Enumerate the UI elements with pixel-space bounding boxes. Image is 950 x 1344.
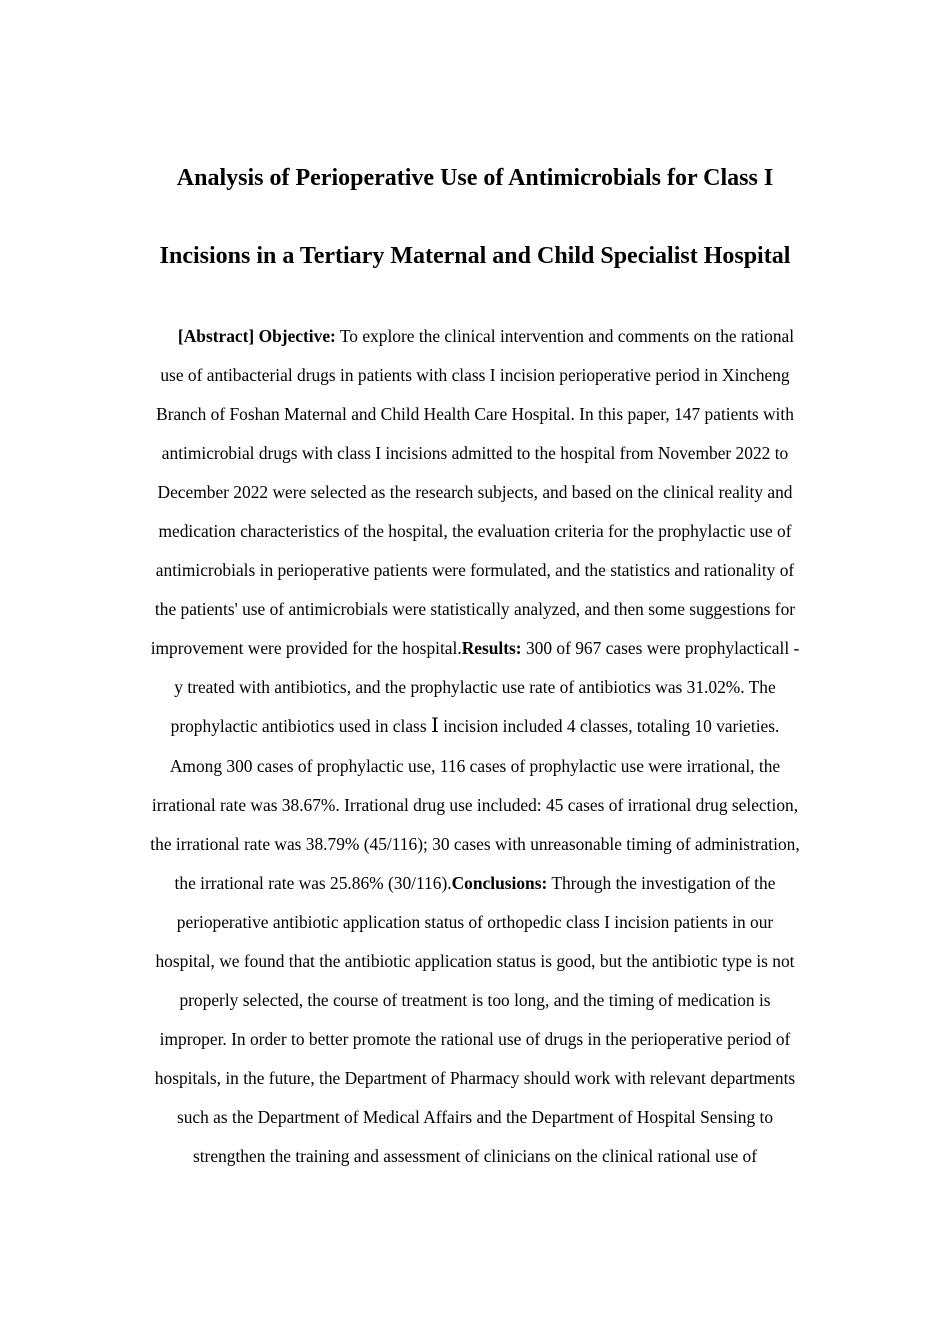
- abstract-line: such as the Department of Medical Affairs and the Department of Hospital Sensing to: [176, 1106, 774, 1127]
- abstract-line: hospital, we found that the antibiotic application status is good, but the antibiotic type is not: [155, 950, 795, 971]
- abstract-line: irrational rate was 38.67%. Irrational drug use included: 45 cases of irrational drug selection,: [151, 794, 799, 815]
- abstract-line: improper. In order to better promote the rational use of drugs in the perioperative period of: [159, 1028, 791, 1049]
- objective-label: Objective:: [258, 326, 336, 346]
- abstract-line: the irrational rate was 38.79% (45/116); 30 cases with unreasonable timing of administration,: [150, 833, 800, 854]
- conclusions-label: Conclusions:: [451, 872, 548, 893]
- paper-title-line-2: Incisions in a Tertiary Maternal and Child Specialist Hospital: [159, 243, 791, 269]
- abstract-line: medication characteristics of the hospital, the evaluation criteria for the prophylactic use of: [158, 521, 792, 542]
- abstract-text: To explore the clinical intervention and comments on the rational: [339, 326, 795, 346]
- abstract-line: [110, 323, 840, 362]
- abstract-text: Through the investigation of the: [551, 872, 776, 893]
- abstract-line: properly selected, the course of treatment is too long, and the timing of medication is: [179, 989, 771, 1010]
- abstract-text: incision included 4 classes, totaling 10 varieties.: [443, 716, 780, 737]
- abstract-line: [110, 635, 840, 674]
- roman-numeral: Ⅰ: [430, 715, 439, 738]
- abstract-text: prophylactic antibiotics used in class: [170, 716, 427, 737]
- abstract-label: [Abstract]: [177, 326, 255, 346]
- abstract-line: strengthen the training and assessment of clinicians on the clinical rational use of: [192, 1145, 758, 1166]
- results-label: Results:: [461, 638, 522, 659]
- abstract-line: antimicrobial drugs with class I incisions admitted to the hospital from November 2022 to: [161, 443, 789, 464]
- abstract-line: [110, 713, 840, 752]
- abstract-line: Among 300 cases of prophylactic use, 116 cases of prophylactic use were irrational, the: [169, 755, 781, 776]
- abstract-line: the patients' use of antimicrobials were statistically analyzed, and then some suggestions for: [154, 599, 796, 620]
- abstract-line: December 2022 were selected as the research subjects, and based on the clinical reality and: [157, 482, 793, 503]
- abstract-text: improvement were provided for the hospital.: [150, 638, 462, 659]
- abstract-line: use of antibacterial drugs in patients with class I incision perioperative period in Xincheng: [160, 365, 790, 386]
- abstract-paragraph: [110, 323, 840, 1182]
- abstract-text: the irrational rate was 25.86% (30/116).: [174, 872, 452, 893]
- abstract-text: 300 of 967 cases were prophylacticall -: [525, 638, 800, 659]
- abstract-line: antimicrobials in perioperative patients were formulated, and the statistics and rationality of: [155, 560, 795, 581]
- abstract-line: [110, 870, 840, 909]
- abstract-line: Branch of Foshan Maternal and Child Health Care Hospital. In this paper, 147 patients with: [156, 404, 794, 425]
- abstract-line: y treated with antibiotics, and the prophylactic use rate of antibiotics was 31.02%. The: [174, 677, 776, 698]
- paper-title-line-1: Analysis of Perioperative Use of Antimicrobials for Class I: [176, 165, 774, 191]
- abstract-line: perioperative antibiotic application status of orthopedic class I incision patients in our: [176, 911, 774, 932]
- abstract-line: hospitals, in the future, the Department of Pharmacy should work with relevant departments: [154, 1067, 796, 1088]
